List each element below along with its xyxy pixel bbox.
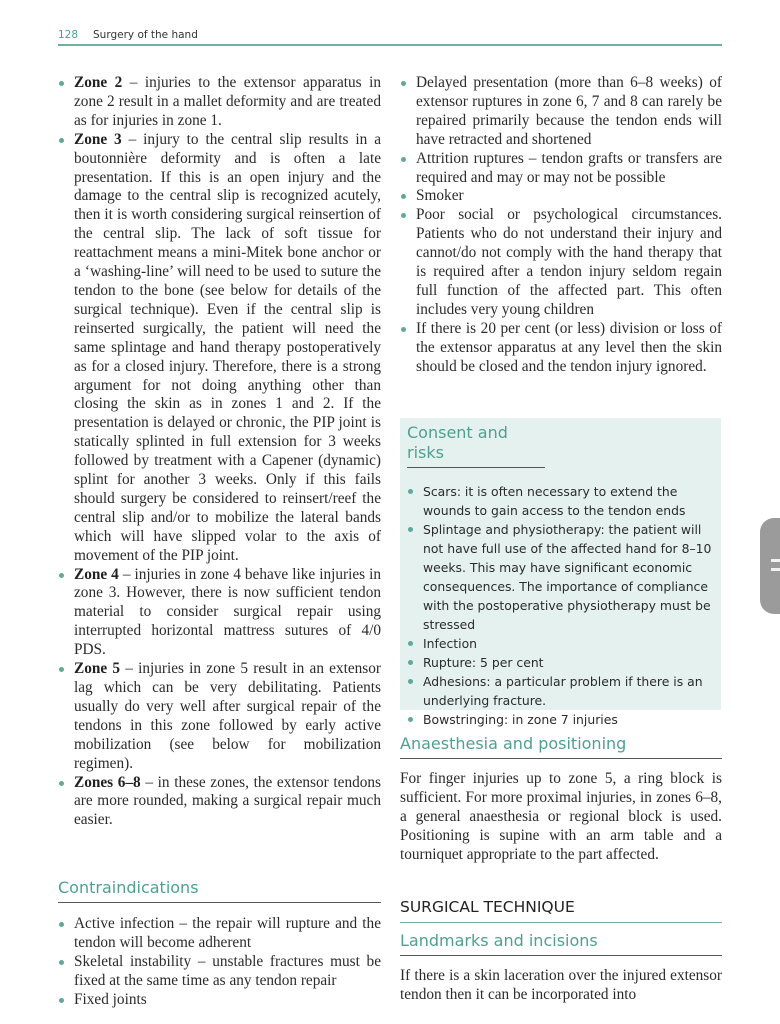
paragraph: If there is a skin laceration over the injured extensor tendon then it can be incorporated into [400, 967, 722, 1003]
list-item: Rupture: 5 per cent [408, 653, 713, 672]
tab-line [771, 559, 780, 562]
zone-text: – injuries to the extensor apparatus in zone 2 result in a mallet deformity and are treated as for injuries in zone 1. [74, 74, 381, 129]
zone-label: Zone 4 [74, 565, 119, 583]
tab-line [771, 568, 780, 571]
list-item [58, 566, 381, 661]
section-heading: Anaesthesia and positioning [400, 734, 722, 759]
surgical-technique-section [400, 897, 722, 1005]
zone-label: Zone 2 [74, 74, 123, 91]
list-item: Smoker [400, 187, 722, 206]
zone-text: – in these zones, the extensor tendons are more rounded, making a surgical repair much easier. [74, 773, 381, 829]
running-header [58, 28, 722, 46]
section-tab-icon [760, 518, 780, 614]
section-heading: Landmarks and incisions [400, 931, 722, 956]
zone-label: Zones 6–8 [74, 773, 141, 791]
list-item: Attrition ruptures – tendon grafts or transfers are required and may or may not be possible [400, 150, 722, 188]
consent-risks-box [400, 418, 721, 727]
contraindications-list [58, 915, 381, 1010]
contraindications-continued-list [400, 74, 722, 377]
zone-text: – injuries in zone 5 result in an extensor lag which can be very debilitating. Patients usually do very well after surgical repair of the tendons in this zone followed by early active mobilization (see below for mobilization regimen). [74, 660, 382, 772]
list-item: Skeletal instability – unstable fractures must be fixed at the same time as any tendon repair [58, 953, 381, 991]
list-item: Bowstringing: in zone 7 injuries [408, 710, 713, 729]
zone-label: Zone 3 [74, 130, 122, 148]
list-item: Fixed joints [58, 991, 381, 1010]
major-heading: SURGICAL TECHNIQUE [400, 897, 722, 923]
page-number: 128 [58, 29, 79, 41]
zone-text: – injury to the central slip results in a boutonnière deformity and is often a late presentation. If this is an open injury and the damage to the central slip is recognized acutely, then it is worth considering surgical reinsertion of the central slip. The lack of soft tissue for reattachment means a mini-Mitek bone anchor or a ‘washing-line’ will need to be used to suture the tendon to the bone (see below for details of the surgical technique). Even if the central slip is reinserted surgically, the patient will need the same splintage and hand therapy postoperatively as for a closed injury. Therefore, there is a strong argument for not doing anything other than closing the skin as in zones 1 and 2. If the presentation is delayed or chronic, the PIP joint is statically splinted in full extension for 3 weeks followed by treatment with a Capener (dynamic) splint for another 3 weeks. Only if this fails should surgery be considered to reinsert/reef the central slip and/or to mobilize the lateral bands which will have slipped volar to the axis of movement of the PIP joint. [74, 130, 382, 564]
section-heading: Contraindications [58, 878, 381, 903]
list-item: Poor social or psychological circumstances. Patients who do not understand their injury and cannot/do not comply with the hand therapy that is required after a tendon injury seldom regain full function of the affected part. This often includes very young children [400, 206, 722, 319]
paragraph: For finger injuries up to zone 5, a ring block is sufficient. For more proximal injuries, in zones 6–8, a general anaesthesia or regional block is used. Positioning is supine with an arm table and a tourniquet appropriate to the part affected. [400, 770, 722, 863]
chapter-title: Surgery of the hand [93, 29, 198, 41]
list-item: Infection [408, 634, 713, 653]
zone-label: Zone 5 [74, 660, 121, 678]
zone-text: – injuries in zone 4 behave like injuries in zone 3. However, there is now sufficient tendon material to consider surgical repair using interrupted horizontal mattress sutures of 4/0 PDS. [74, 565, 382, 659]
section-heading: Consent and risks [407, 423, 545, 468]
list-item: Active infection – the repair will rupture and the tendon will become adherent [58, 915, 381, 953]
list-item [58, 660, 381, 773]
list-item: Delayed presentation (more than 6–8 weeks) of extensor ruptures in zone 6, 7 and 8 can rarely be repaired primarily because the tendon ends will have retracted and shortened [400, 74, 722, 150]
left-column [58, 74, 381, 830]
contraindications-section [58, 878, 381, 1010]
list-item [58, 74, 381, 131]
list-item: If there is 20 per cent (or less) division or loss of the extensor apparatus at any level then the skin should be closed and the tendon injury ignored. [400, 320, 722, 377]
list-item [58, 774, 381, 831]
zone-list [58, 74, 381, 830]
list-item: Splintage and physiotherapy: the patient will not have full use of the affected hand for 8–10 weeks. This may have significant economic consequences. The importance of compliance with the postoperative physiotherapy must be stressed [408, 520, 713, 634]
anaesthesia-section [400, 734, 722, 865]
list-item: Adhesions: a particular problem if there is an underlying fracture. [408, 672, 713, 710]
list-item: Scars: it is often necessary to extend the wounds to gain access to the tendon ends [408, 482, 713, 520]
right-column [400, 74, 722, 377]
list-item [58, 131, 381, 566]
risks-list [400, 482, 721, 729]
